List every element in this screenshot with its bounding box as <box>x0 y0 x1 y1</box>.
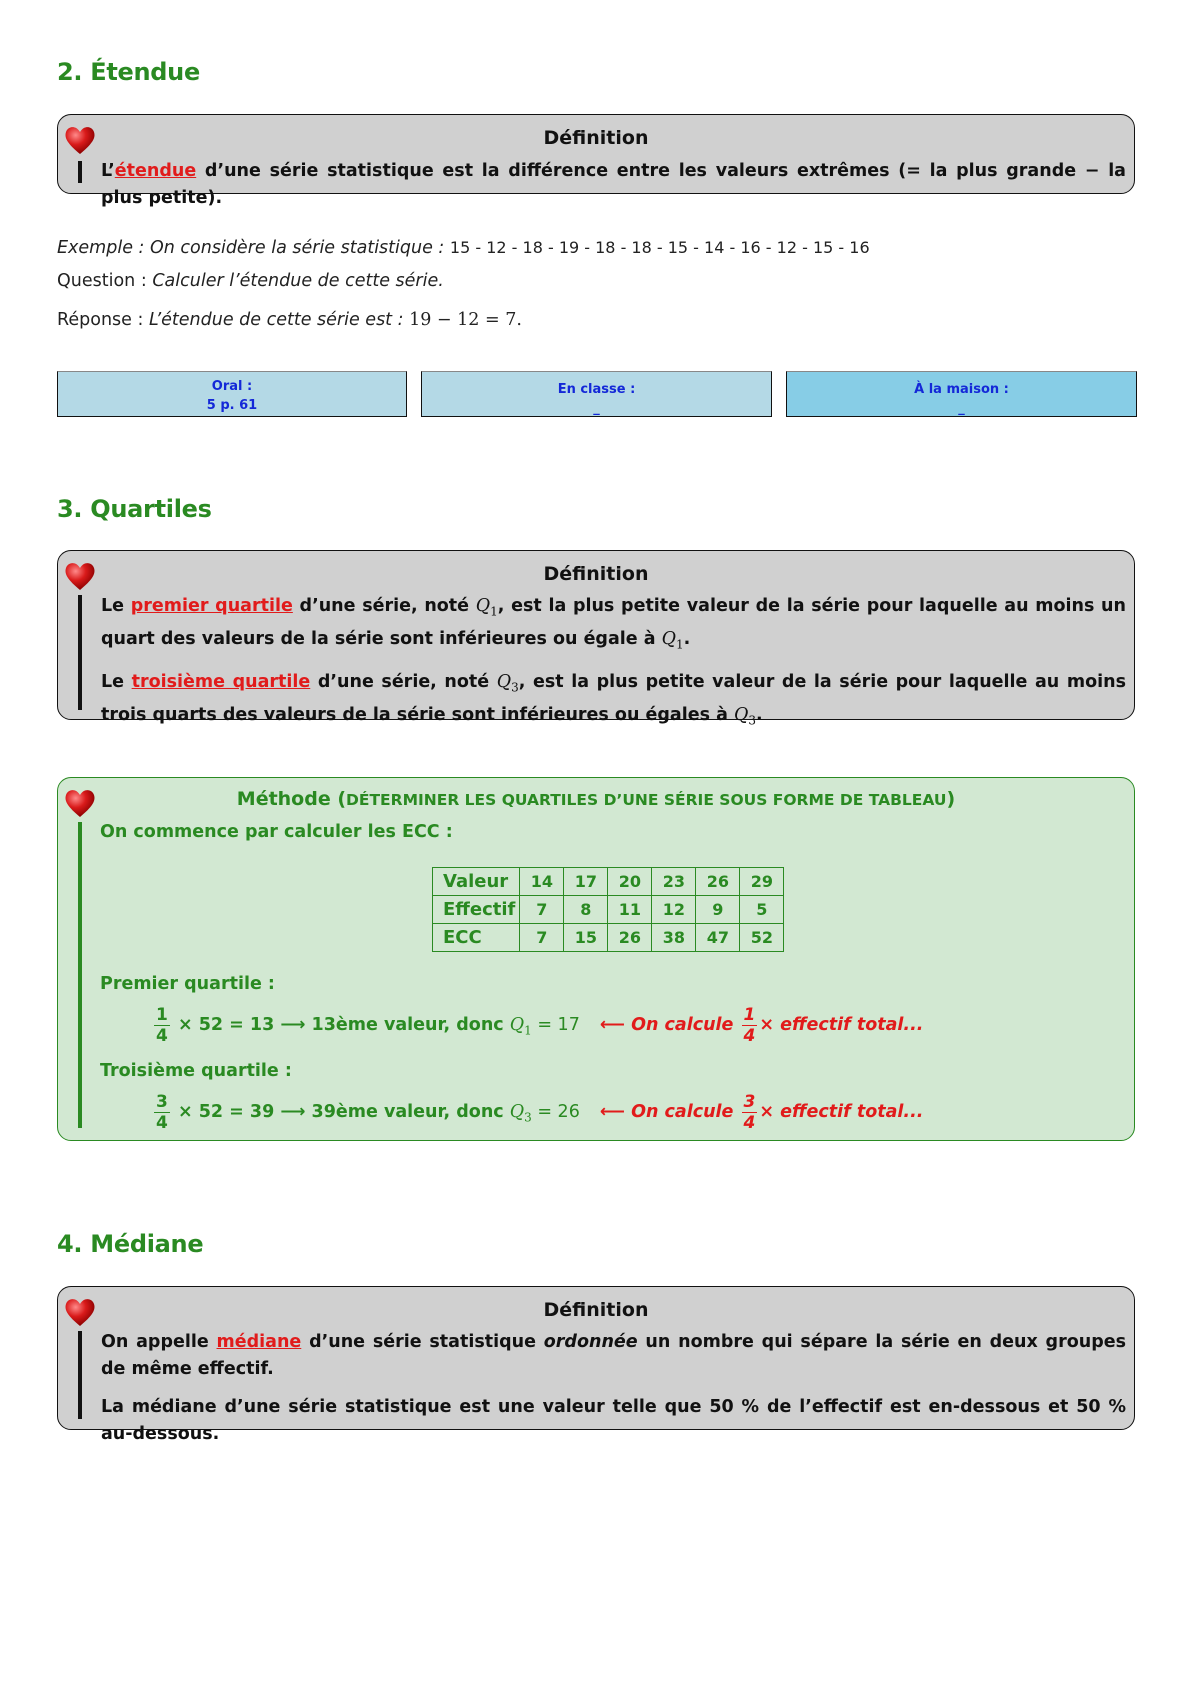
table-cell: Valeur <box>433 868 520 896</box>
definition-mediane-2: La médiane d’une série statistique est une valeur telle que 50 % de l’effectif est en-dessous et 50 % au-dessous. <box>101 1397 1126 1444</box>
table-cell: 26 <box>608 924 652 952</box>
table-cell: 17 <box>564 868 608 896</box>
term-premier-quartile: premier quartile <box>130 596 293 616</box>
table-cell: 5 <box>740 896 784 924</box>
exercise-oral: Oral : 5 p. 61 <box>57 371 407 417</box>
table-cell: 9 <box>696 896 740 924</box>
definition-bar <box>78 1331 82 1419</box>
table-cell: 47 <box>696 924 740 952</box>
table-row <box>433 896 784 924</box>
table-cell: ECC <box>433 924 520 952</box>
table-cell: 8 <box>564 896 608 924</box>
definition-text <box>101 1329 1126 1459</box>
term-troisieme-quartile: troisième quartile <box>131 672 311 692</box>
table-cell: 12 <box>652 896 696 924</box>
exercise-en-classe: En classe : _ <box>421 371 772 417</box>
q1-formula: $\frac{1}{4}$ × 52 = 13 ⟶ 13ème valeur, donc $Q_1 = 17$ ⟵ On calcule $\frac{1}{4}$ × effectif total... <box>156 1004 924 1046</box>
definition-bar <box>78 595 82 710</box>
definition-q1: Le premier quartile d’une série, noté $Q_1$, est la plus petite valeur de la série pour laquelle au moins un quart des valeurs de la série sont inférieures ou égale à $Q_1$. <box>101 596 1126 651</box>
table-row <box>433 924 784 952</box>
table-cell: 7 <box>520 924 564 952</box>
term-mediane: médiane <box>216 1332 302 1352</box>
table-cell: 23 <box>652 868 696 896</box>
table-cell: 38 <box>652 924 696 952</box>
section-title-quartiles: 3. Quartiles <box>57 495 212 523</box>
definition-title: Définition <box>543 1299 649 1321</box>
table-cell: 11 <box>608 896 652 924</box>
method-title: Méthode (DÉTERMINER LES QUARTILES D’UNE SÉRIE SOUS FORME DE TABLEAU) <box>236 788 956 810</box>
q3-label: Troisième quartile : <box>100 1061 292 1081</box>
example-series: 15 - 12 - 18 - 19 - 18 - 18 - 15 - 14 - 16 - 12 - 15 - 16 <box>449 238 870 257</box>
table-cell: 26 <box>696 868 740 896</box>
method-bar <box>78 822 82 1128</box>
q3-formula: $\frac{3}{4}$ × 52 = 39 ⟶ 39ème valeur, donc $Q_3 = 26$ ⟵ On calcule $\frac{3}{4}$ × effectif total... <box>156 1091 924 1133</box>
table-cell: 52 <box>740 924 784 952</box>
answer-line: Réponse : L’étendue de cette série est : 19 − 12 = 7. <box>57 310 522 330</box>
table-cell: 14 <box>520 868 564 896</box>
table-cell: 20 <box>608 868 652 896</box>
definition-box-etendue <box>57 114 1135 208</box>
table-cell: 29 <box>740 868 784 896</box>
question-line: Question : Calculer l’étendue de cette série. <box>57 271 444 291</box>
table-row <box>433 868 784 896</box>
table-cell: Effectif <box>433 896 520 924</box>
table-cell: 7 <box>520 896 564 924</box>
example-line: Exemple : On considère la série statistique : 15 - 12 - 18 - 19 - 18 - 18 - 15 - 14 - 16 - 12 - 15 - 16 <box>57 238 870 258</box>
definition-box-mediane <box>57 1286 1135 1444</box>
method-intro: On commence par calculer les ECC : <box>100 822 453 842</box>
exercise-maison: À la maison : _ <box>786 371 1137 417</box>
definition-text <box>101 593 1126 745</box>
section-title-etendue: 2. Étendue <box>57 58 200 86</box>
definition-title: Définition <box>543 563 649 585</box>
definition-title: Définition <box>543 127 649 149</box>
term-etendue: étendue <box>114 161 197 181</box>
table-cell: 15 <box>564 924 608 952</box>
section-title-mediane: 4. Médiane <box>57 1230 204 1258</box>
definition-box-quartiles <box>57 550 1135 727</box>
definition-text: L’étendue d’une série statistique est la différence entre les valeurs extrêmes (= la plus grande − la plus petite). <box>101 161 1126 208</box>
definition-bar <box>78 161 82 183</box>
definition-q3: Le troisième quartile d’une série, noté $Q_3$, est la plus petite valeur de la série pour laquelle au moins trois quarts des valeurs de la série sont inférieures ou égales à $Q_3$. <box>101 672 1126 727</box>
definition-mediane-1: On appelle médiane d’une série statistique ordonnée un nombre qui sépare la série en deux groupes de même effectif. <box>101 1332 1127 1379</box>
q1-label: Premier quartile : <box>100 974 275 994</box>
ecc-table <box>432 867 784 952</box>
